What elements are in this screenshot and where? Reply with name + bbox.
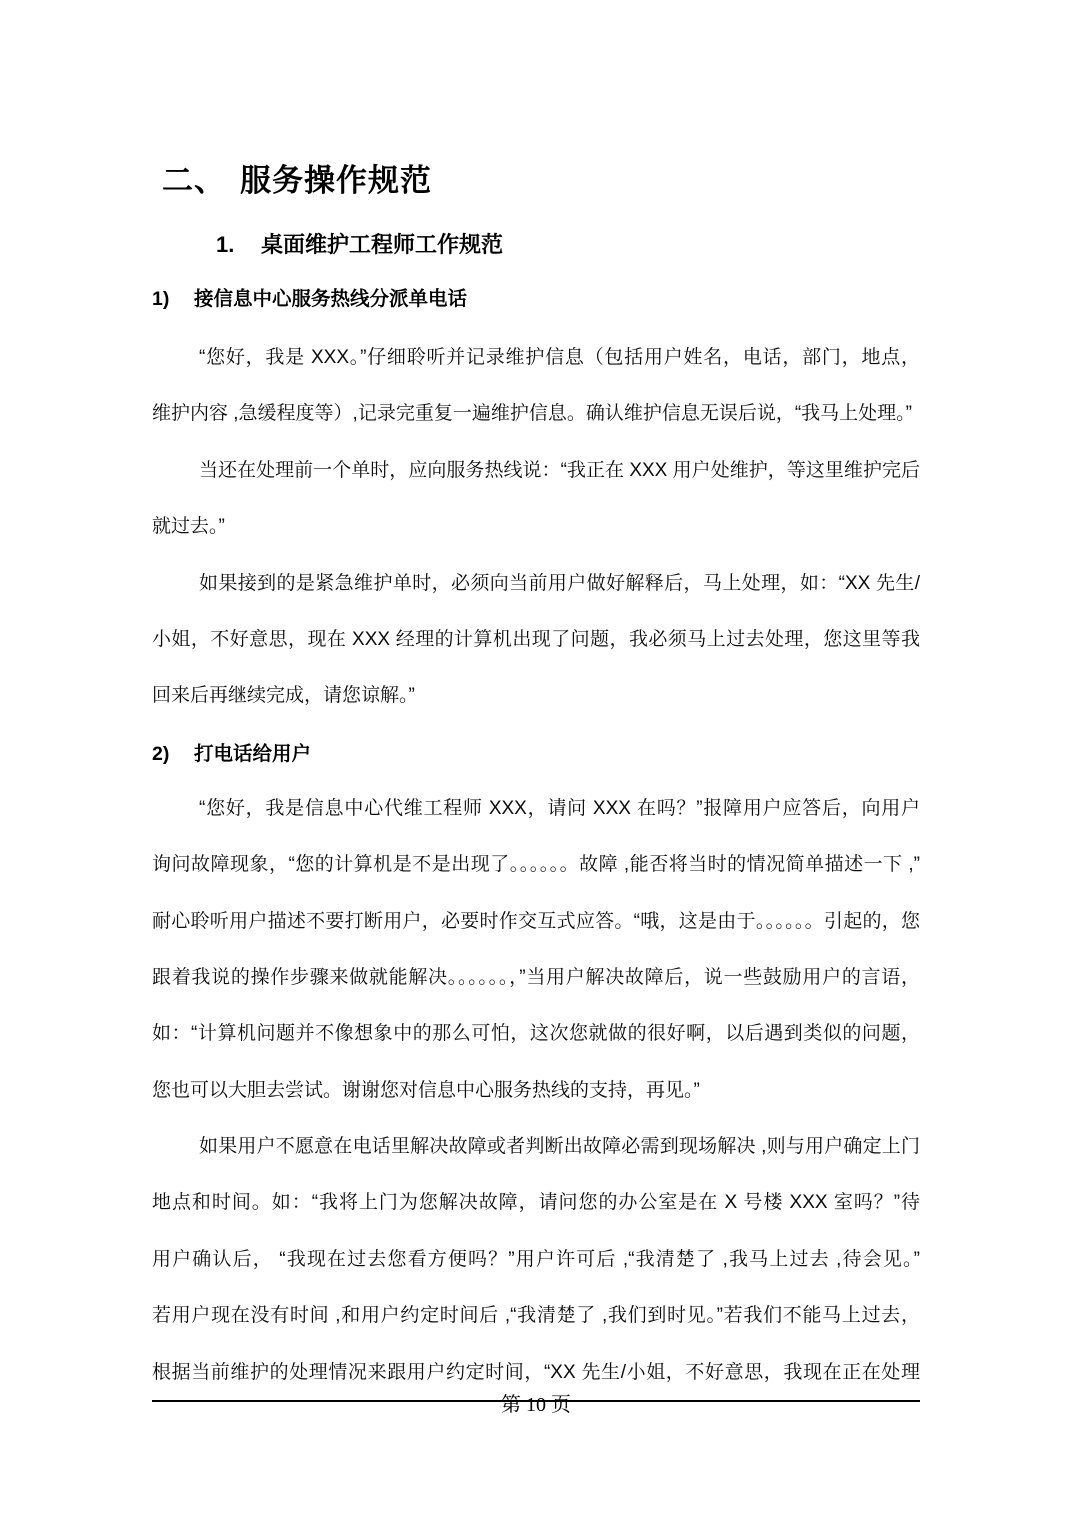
- paragraph-line: 跟着我说的操作步骤来做就能解决。。。。。。，”当用户解决故障后，说一些鼓励用户的言语，: [152, 966, 920, 988]
- page-title: [152, 160, 920, 202]
- numbered-heading-1: [152, 284, 920, 314]
- section-subtitle: [152, 229, 920, 261]
- section-subtitle-number: 1.: [216, 232, 235, 257]
- section-subtitle-text: 桌面维护工程师工作规范: [261, 232, 504, 257]
- page-title-text: 服务操作规范: [240, 163, 432, 198]
- paragraph-line: 如果用户不愿意在电话里解决故障或者判断出故障必需到现场解决 ,则与用户确定上门: [199, 1136, 920, 1158]
- numbered-heading-1-marker: 1): [152, 288, 170, 310]
- paragraph: [152, 1119, 920, 1401]
- numbered-heading-2-text: 打电话给用户: [194, 742, 312, 765]
- page-title-number: 二、: [162, 163, 226, 198]
- numbered-heading-2: [152, 739, 920, 769]
- paragraph: [152, 330, 920, 443]
- paragraph-line: 地点和时间。如：“我将上门为您解决故障，请问您的办公室是在 X 号楼 XXX 室吗？”待: [152, 1192, 920, 1214]
- paragraph-line: 若用户现在没有时间 ,和用户约定时间后 ,“我清楚了 ,我们到时见。”若我们不能马上过去，: [152, 1305, 920, 1327]
- paragraph-line: 用户确认后， “我现在过去您看方便吗？”用户许可后 ,“我清楚了 ,我马上过去 ,待会见。”: [152, 1248, 920, 1270]
- paragraph-line: 询问故障现象，“您的计算机是不是出现了。。。。。。故障 ,能否将当时的情况简单描述一下 ,”: [152, 854, 920, 876]
- paragraph-line: “您好，我是信息中心代维工程师 XXX，请问 XXX 在吗？”报障用户应答后，向用户: [199, 797, 920, 819]
- paragraph-line: 回来后再继续完成，请您谅解。”: [152, 685, 415, 707]
- paragraph-line: 根据当前维护的处理情况来跟用户约定时间，“XX 先生/小姐，不好意思，我现在正在处理: [152, 1361, 920, 1383]
- page-number: 第 10 页: [501, 1394, 571, 1416]
- paragraph: [152, 443, 920, 556]
- paragraph-line: 如：“计算机问题并不像想象中的那么可怕，这次您就做的很好啊，以后遇到类似的问题，: [152, 1023, 920, 1045]
- paragraph-line: 就过去。”: [152, 516, 225, 538]
- paragraph-line: 当还在处理前一个单时，应向服务热线说：“我正在 XXX 用户处维护，等这里维护完后: [199, 459, 920, 481]
- numbered-heading-1-text: 接信息中心服务热线分派单电话: [194, 288, 468, 310]
- paragraph-line: 小姐，不好意思，现在 XXX 经理的计算机出现了问题，我必须马上过去处理，您这里等我: [152, 628, 920, 650]
- paragraph-line: 耐心聆听用户描述不要打断用户，必要时作交互式应答。“哦，这是由于。。。。。。引起的，您: [152, 910, 920, 932]
- paragraph: [152, 781, 920, 1119]
- paragraph-line: 您也可以大胆去尝试。谢谢您对信息中心服务热线的支持，再见。”: [152, 1079, 700, 1101]
- paragraph-line: 维护内容 ,急缓程度等）,记录完重复一遍维护信息。确认维护信息无误后说，“我马上处理。”: [152, 403, 912, 425]
- numbered-heading-2-marker: 2): [152, 742, 170, 765]
- paragraph-line: “您好，我是 XXX。”仔细聆听并记录维护信息（包括用户姓名，电话，部门，地点，: [199, 347, 920, 368]
- paragraph: [152, 556, 920, 725]
- paragraph-line: 如果接到的是紧急维护单时，必须向当前用户做好解释后，马上处理，如：“XX 先生/: [199, 572, 920, 594]
